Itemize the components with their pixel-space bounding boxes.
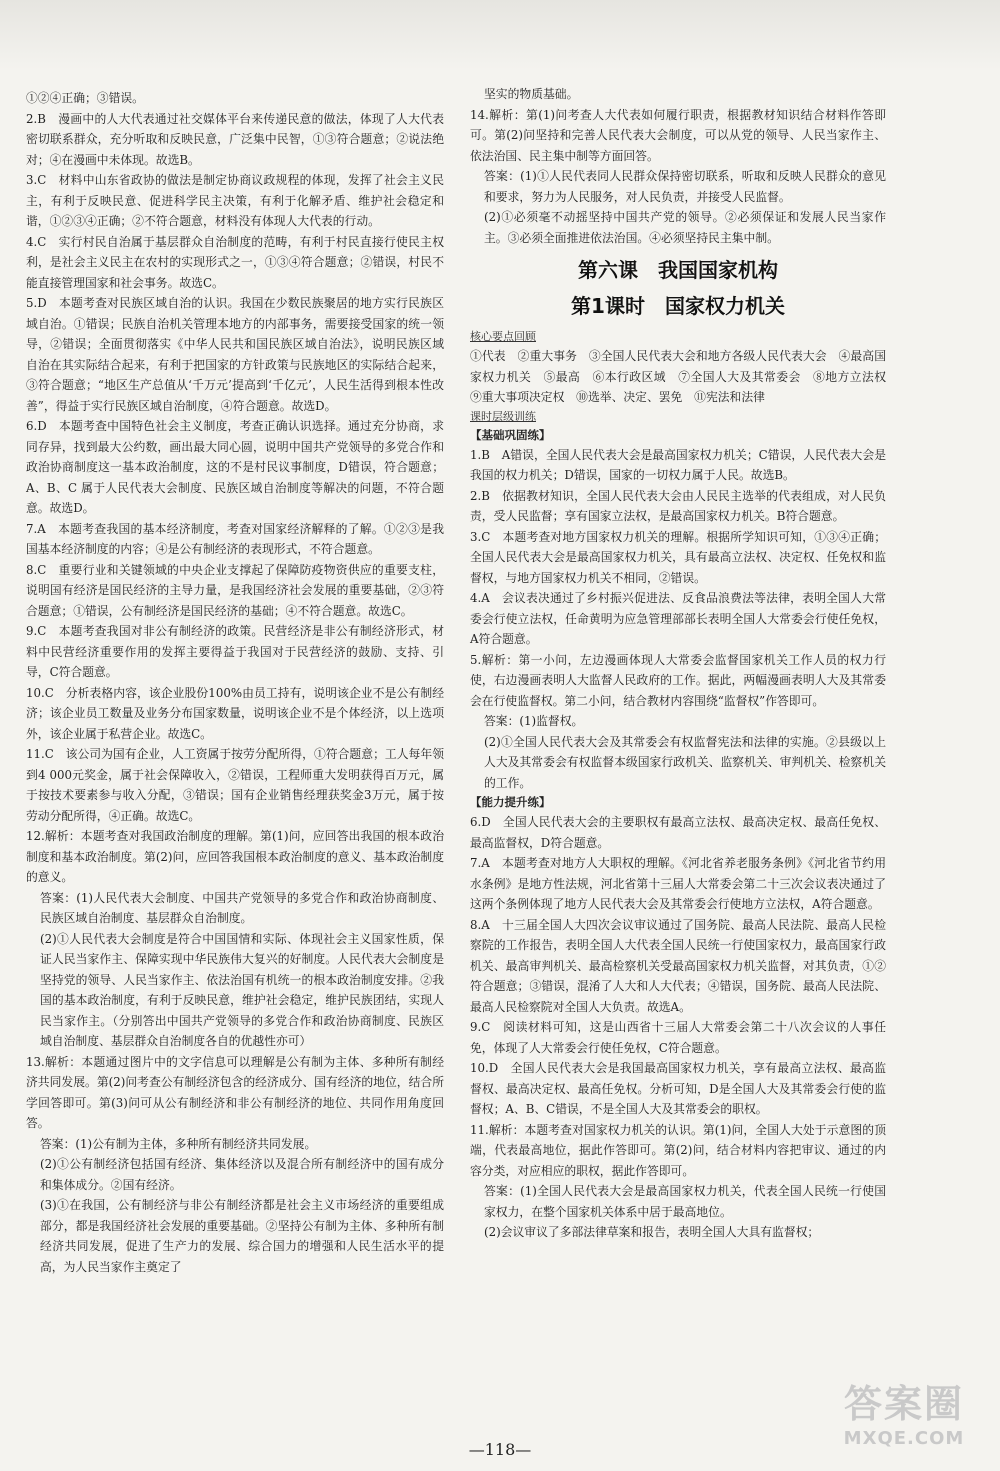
answer-paragraph: (2)①公有制经济包括国有经济、集体经济以及混合所有制经济中的国有成分和集体成分。②国有经济。 <box>40 1157 444 1192</box>
watermark-url: MXQE.COM <box>843 1428 965 1449</box>
page-number: —118— <box>468 1440 532 1459</box>
paragraph: 5.D 本题考查对民族区域自治的认识。我国在少数民族聚居的地方实行民族区域自治。①错误；民族自治机关管理本地方的内部事务，需要接受国家的统一领导，②错误；全面贯彻落实《中华人民共和国民族区域自治法》，说明民族区域自治在其实际结合起来，有利于把国家的方针政策与民族地区的实际结合起来，③符合题意；“地区生产总值从‘千万元’提高到‘千亿元’，人民生活得到根本性改善”，得益于实行民族区域自治制度，④符合题意。故选D。 <box>26 296 444 413</box>
paragraph: 9.C 阅读材料可知，这是山西省十三届人大常委会第二十八次会议的人事任免，体现了人大常委会行使任免权，C符合题意。 <box>470 1020 886 1055</box>
paragraph: 8.A 十三届全国人大四次会议审议通过了国务院、最高人民法院、最高人民检察院的工作报告，表明全国人大代表全国人民统一行使国家权力，最高国家行政机关、最高审判机关、最高检察机关受最高国家权力机关监督，对其负责，①②符合题意；③错误，混淆了人大和人大代表；④错误，国务院、最高人民法院、最高人民检察院对全国人大负责。故选A。 <box>470 917 886 1014</box>
paragraph: 11.解析：本题考查对国家权力机关的认识。第(1)问，全国人大处于示意图的顶端，代表最高地位，据此作答即可。第(2)问，结合材料内容把审议、通过的内容分类，对应相应的职权，据此作答即可。 <box>470 1122 886 1178</box>
answer-paragraph: (2)会议审议了多部法律草案和报告，表明全国人大具有监督权； <box>484 1225 820 1239</box>
paragraph: 坚实的物质基础。 <box>484 87 579 101</box>
basic-section-label: 【基础巩固练】 <box>470 427 551 442</box>
answer-paragraph: 答案：(1)全国人民代表大会是最高国家权力机关，代表全国人民统一行使国家权力，在整个国家机关体系中居于最高地位。 <box>484 1184 886 1219</box>
right-column <box>470 84 898 1243</box>
answer-paragraph: (2)①人民代表大会制度是符合中国国情和实际、体现社会主义国家性质，保证人民当家作主、保障实现中华民族伟大复兴的好制度。人民代表大会制度是坚持党的领导、人民当家作主、依法治国有机统一的根本政治制度安排。②我国的基本政治制度，有利于反映民意，维护社会稳定，维护民族团结，实现人民当家作主。（分别答出中国共产党领导的多党合作和政治协商制度、民族区域自治制度、基层群众自治制度各自的优越性亦可） <box>40 931 444 1048</box>
answer-paragraph: (2)①必须毫不动摇坚持中国共产党的领导。②必须保证和发展人民当家作主。③必须全面推进依法治国。④必须坚持民主集中制。 <box>484 210 886 245</box>
paragraph: 2.B 依据教材知识，全国人民代表大会由人民民主选举的代表组成，对人民负责，受人民监督；享有国家立法权，是最高国家权力机关。B符合题意。 <box>470 488 886 523</box>
paragraph: 9.C 本题考查我国对非公有制经济的政策。民营经济是非公有制经济形式，材料中民营经济重要作用的发挥主要得益于我国对于民营经济的鼓励、支持、引导，C符合题意。 <box>26 624 444 679</box>
paragraph: 1.B A错误，全国人民代表大会是最高国家权力机关；C错误，人民代表大会是我国的权力机关；D错误，国家的一切权力属于人民。故选B。 <box>470 447 886 482</box>
paragraph: 7.A 本题考查对地方人大职权的理解。《河北省养老服务条例》《河北省节约用水条例》是地方性法规，河北省第十三届人大常委会第二十三次会议表决通过了这两个条例体现了地方人民代表大会及其常委会行使地方立法权，A符合题意。 <box>470 856 886 911</box>
ability-section-label: 【能力提升练】 <box>470 795 551 809</box>
paragraph: 8.C 重要行业和关键领域的中央企业支撑起了保障防疫物资供应的重要支柱，说明国有经济是国民经济的主导力量，是我国经济社会发展的重要基础，②③符合题意；①错误，公有制经济是国民经济的基础；④不符合题意。故选C。 <box>26 562 444 618</box>
paragraph: 12.解析：本题考查对我国政治制度的理解。第(1)问，应回答出我国的根本政治制度和基本政治制度。第(2)问，应回答我国根本政治制度的意义、基本政治制度的意义。 <box>26 829 444 884</box>
paragraph: 10.D 全国人民代表大会是我国最高国家权力机关，享有最高立法权、最高监督权、最高决定权、最高任免权。分析可知，D是全国人大及其常委会行使的监督权；A、B、C错误，不是全国人大及其常委会的职权。 <box>470 1061 886 1116</box>
paragraph: 4.C 实行村民自治属于基层群众自治制度的范畴，有利于村民直接行使民主权利，是社会主义民主在农村的实现形式之一，①③④符合题意；②错误，村民不能直接管理国家和社会事务。故选C。 <box>26 234 444 290</box>
answer-paragraph: (2)①全国人民代表大会及其常委会有权监督宪法和法律的实施。②县级以上人大及其常委会有权监督本级国家行政机关、监察机关、审判机关、检察机关的工作。 <box>484 734 886 790</box>
paragraph: 6.D 全国人民代表大会的主要职权有最高立法权、最高决定权、最高任免权、最高监督权，D符合题意。 <box>470 815 886 850</box>
paragraph: 7.A 本题考查我国的基本经济制度，考查对国家经济解释的了解。①②③是我国基本经济制度的内容；④是公有制经济的表现形式，不符合题意。 <box>26 521 444 556</box>
answer-paragraph: (3)①在我国，公有制经济与非公有制经济都是社会主义市场经济的重要组成部分，都是我国经济社会发展的重要基础。②坚持公有制为主体、多种所有制经济共同发展，促进了生产力的发展、综合国力的增强和人民生活水平的提高，为人民当家作主奠定了 <box>40 1198 444 1274</box>
paragraph: 5.解析：第一小问，左边漫画体现人大常委会监督国家机关工作人员的权力行使，右边漫画表明人大监督人民政府的工作。据此，两幅漫画表明人大及其常委会在行使监督权。第二小问，结合教材内容围绕“监督权”作答即可。 <box>470 652 886 708</box>
paragraph: 4.A 会议表决通过了乡村振兴促进法、反食品浪费法等法律，表明全国人大常委会行使立法权，任命黄明为应急管理部部长表明全国人大常委会行使任免权，A符合题意。 <box>470 591 886 646</box>
training-label: 课时层级训练 <box>470 409 536 423</box>
paragraph: 3.C 本题考查对地方国家权力机关的理解。根据所学知识可知，①③④正确；全国人民代表大会是最高国家权力机关，具有最高立法权、决定权、任免权和监督权，与地方国家权力机关不相同，②错误。 <box>470 529 886 585</box>
answer-paragraph: 答案：(1)公有制为主体，多种所有制经济共同发展。 <box>40 1136 317 1151</box>
answer-paragraph: 答案：(1)人民代表大会制度、中国共产党领导的多党合作和政治协商制度、民族区域自治制度、基层群众自治制度。 <box>40 890 444 925</box>
paragraph: 10.C 分析表格内容，该企业股份100%由员工持有，说明该企业不是公有制经济；该企业员工数量及业务分布国家数量，说明该企业不是个体经济，以上选项外，该企业属于私营企业。故选C。 <box>26 685 444 741</box>
core-points: ①代表 ②重大事务 ③全国人民代表大会和地方各级人民代表大会 ④最高国家权力机关 ⑤最高 ⑥本行政区域 ⑦全国人大及其常委会 ⑧地方立法权 ⑨重大事项决定权 ⑩选举、决定、罢免 ⑪宪法和法律 <box>470 349 898 404</box>
paragraph: 11.C 该公司为国有企业，人工资属于按劳分配所得，①符合题意；工人每年领到4 000元奖金，属于社会保障收入，②错误，工程师重大发明获得百万元，属于按技术要素参与收入分配，③错误；国有企业销售经理获奖金3万元，属于按劳动分配所得，④正确。故选C。 <box>26 747 444 823</box>
watermark-title: 答案圈 <box>843 1382 964 1426</box>
core-points-label: 核心要点回顾 <box>470 330 536 343</box>
paragraph: ①②④正确；③错误。 <box>26 91 144 105</box>
scan-shadow <box>0 0 1000 70</box>
lesson-subtitle: 第1课时 国家权力机关 <box>571 294 785 318</box>
paragraph: 3.C 材料中山东省政协的做法是制定协商议政规程的体现，发挥了社会主义民主，有利于反映民意、促进科学民主决策，有利于化解矛盾、维护社会稳定和谐，①②③④正确；②不符合题意，材料没有体现人大代表的行动。 <box>26 173 444 228</box>
paragraph: 14.解析：第(1)问考查人大代表如何履行职责，根据教材知识结合材料作答即可。第(2)问坚持和完善人民代表大会制度，可以从党的领导、人民当家作主、依法治国、民主集中制等方面回答。 <box>470 107 886 163</box>
watermark-logo <box>816 1380 992 1464</box>
paragraph: 2.B 漫画中的人大代表通过社交媒体平台来传递民意的做法，体现了人大代表密切联系群众，充分听取和反映民意，广泛集中民智，①③符合题意；②说法绝对；④在漫画中未体现。故选B。 <box>26 111 444 167</box>
left-column <box>26 88 444 1277</box>
lesson-title: 第六课 我国国家机构 <box>578 258 778 282</box>
paragraph: 6.D 本题考查中国特色社会主义制度，考查正确认识选择。通过充分协商，求同存异，找到最大公约数，画出最大同心圆，说明中国共产党领导的多党合作和政治协商制度这一基本政治制度，这的不是村民议事制度，D错误，符合题意；A、B、C 属于人民代表大会制度、民族区域自治制度等解决的问题，不符合题意。故选D。 <box>26 419 444 515</box>
answer-paragraph: 答案：(1)监督权。 <box>484 714 584 728</box>
answer-paragraph: 答案：(1)①人民代表同人民群众保持密切联系，听取和反映人民群众的意见和要求，努力为人民服务，对人民负责，并接受人民监督。 <box>484 169 886 204</box>
paragraph: 13.解析：本题通过图片中的文字信息可以理解是公有制为主体、多种所有制经济共同发展。第(2)问考查公有制经济包含的经济成分、国有经济的地位，结合所学回答即可。第(3)问可从公有制经济和非公有制经济的地位、共同作用角度回答。 <box>26 1054 444 1130</box>
